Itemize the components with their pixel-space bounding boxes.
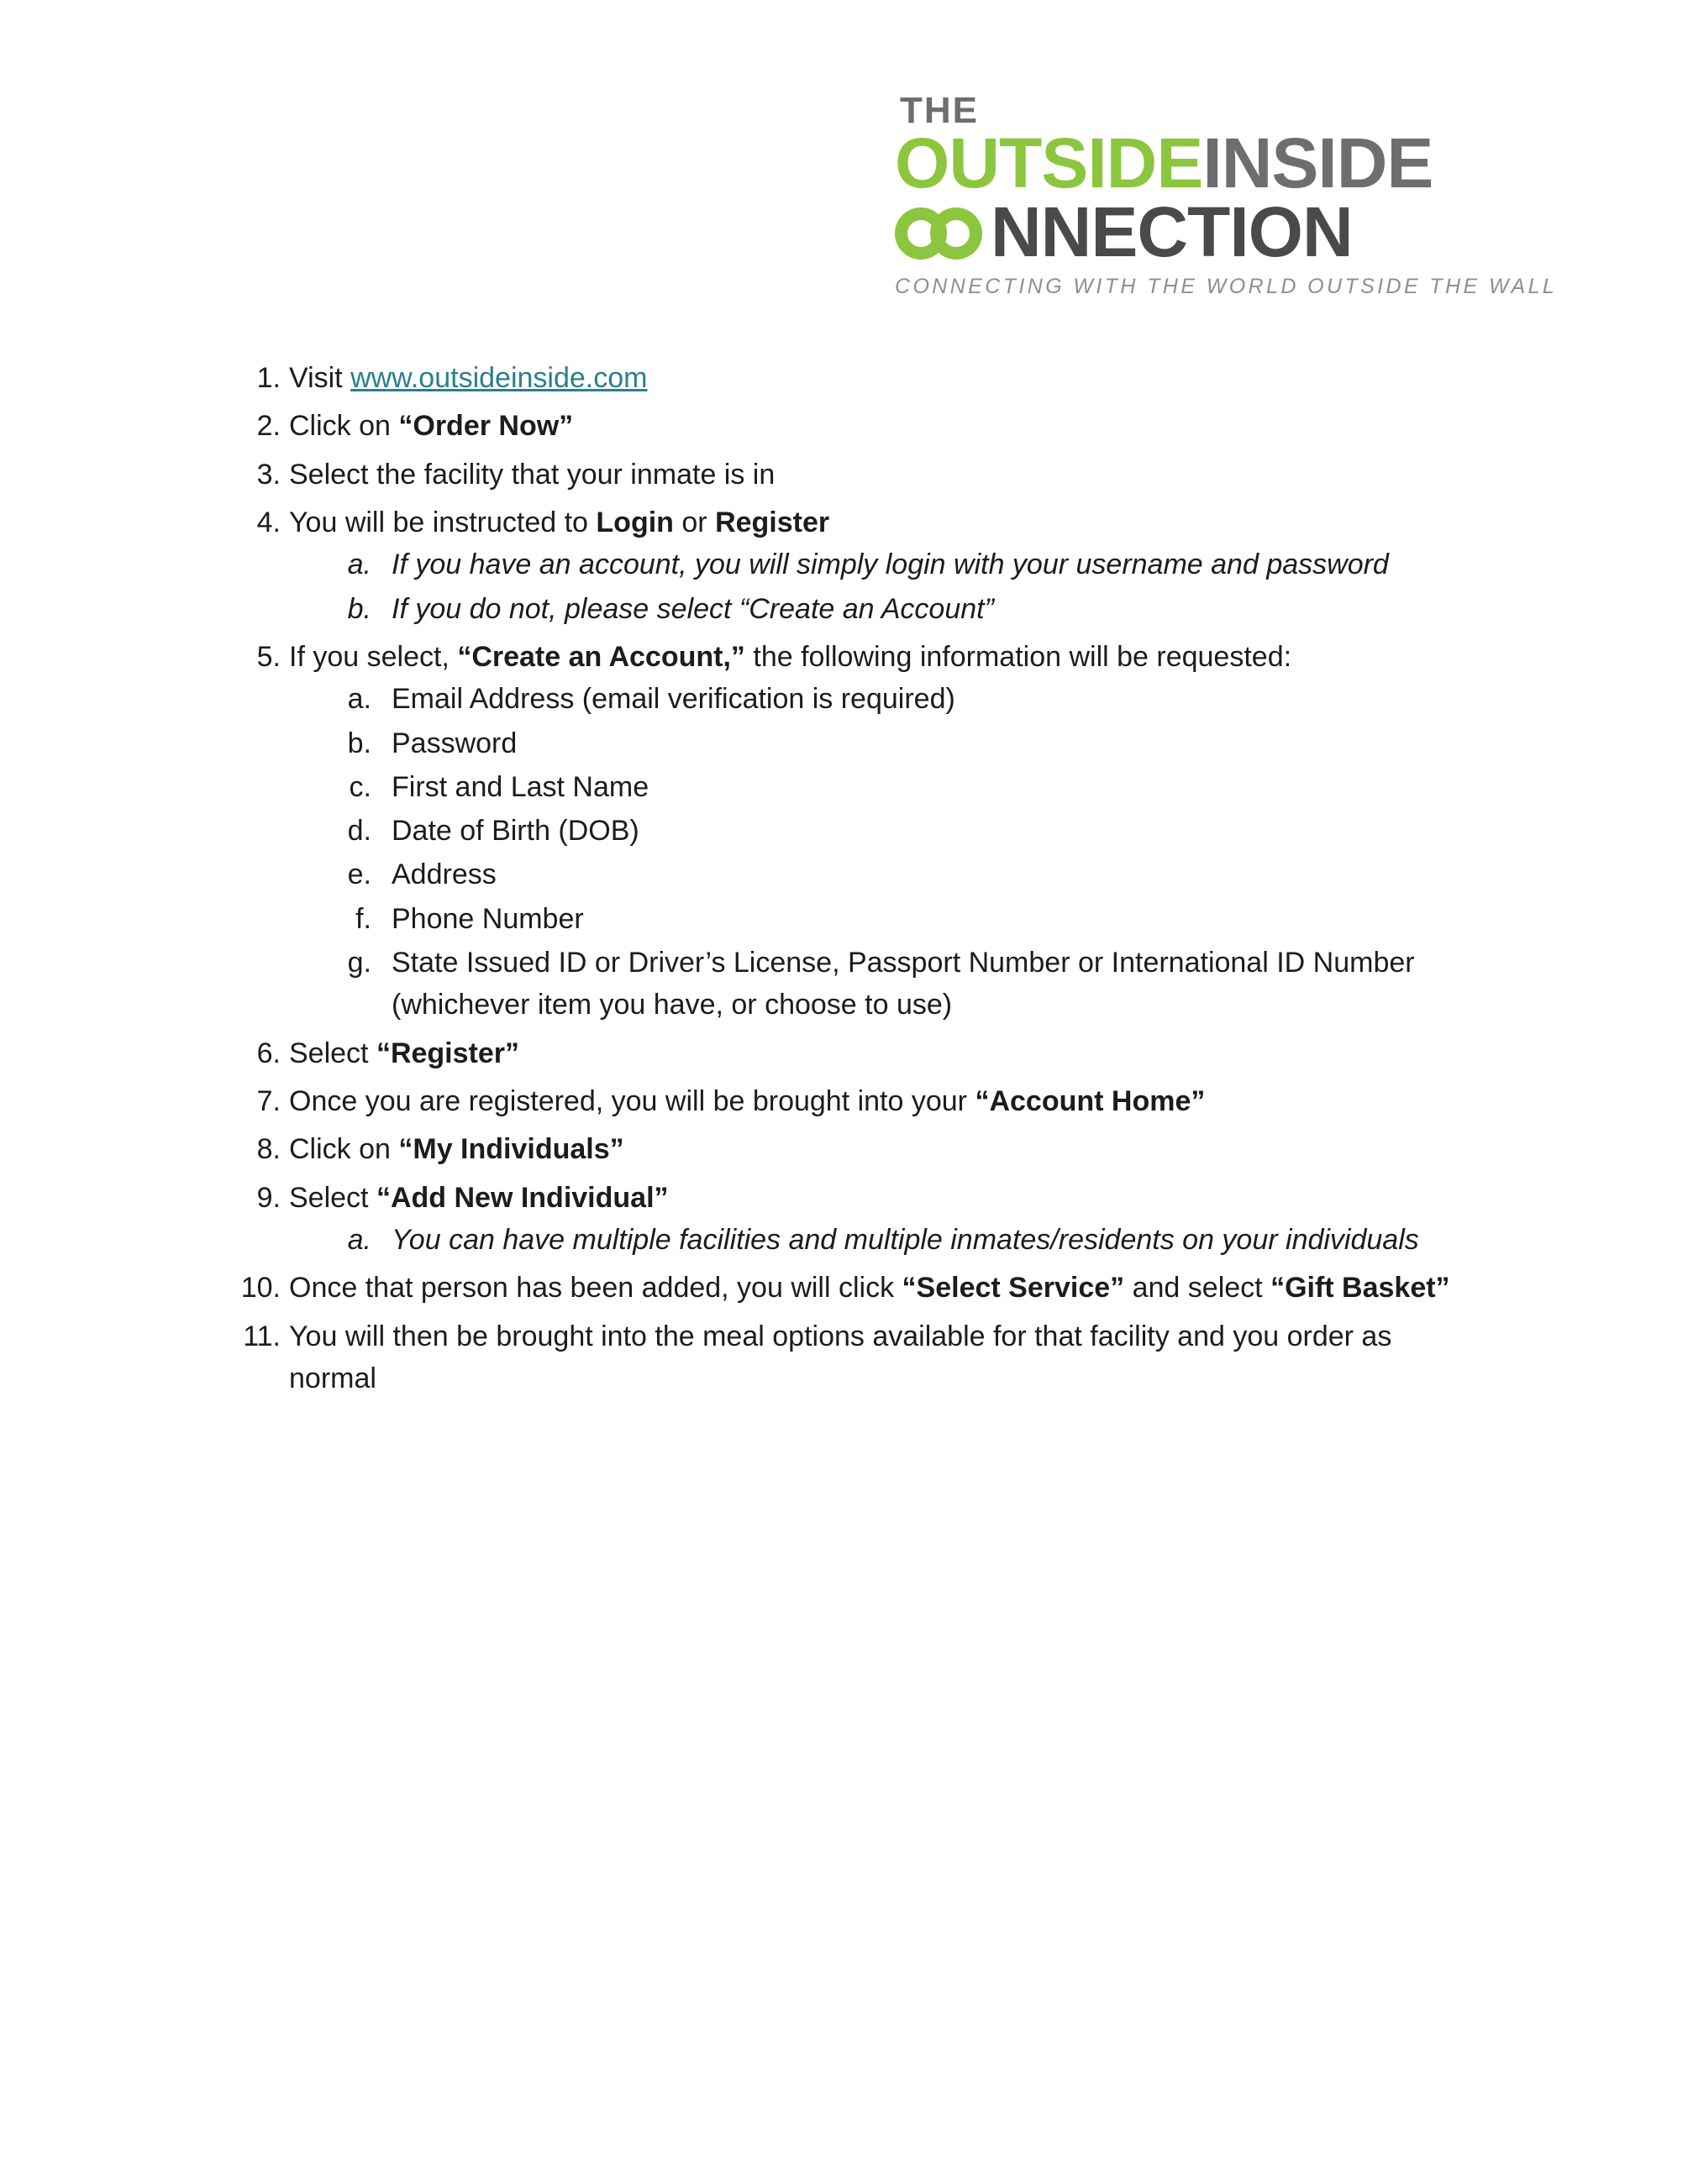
list-item	[237, 1080, 1480, 1122]
logo-inside-text: INSIDE	[1202, 123, 1433, 202]
logo-outside-text: OUTSIDE	[895, 123, 1203, 202]
step-4-conjunction: or	[673, 506, 716, 538]
list-item	[336, 853, 1480, 895]
list-marker: d.	[347, 815, 371, 848]
list-marker: c.	[349, 770, 371, 803]
sub-step-5c-text: First and Last Name	[392, 770, 649, 803]
step-text-4	[289, 507, 829, 538]
sub-step-5b-text: Password	[392, 727, 518, 759]
step-4-register-label: Register	[715, 506, 830, 538]
list-marker: 2.	[256, 410, 281, 443]
logo-connection-text: NNECTION	[991, 192, 1353, 271]
step-text-7	[289, 1085, 1205, 1117]
list-item	[336, 898, 1480, 940]
list-item	[336, 543, 1480, 585]
list-item	[237, 636, 1480, 1026]
sub-step-4b-text: If you do not, please select “Create an Account”	[392, 592, 994, 625]
list-item	[237, 501, 1480, 630]
sub-step-9a-text: You can have multiple facilities and multiple inmates/residents on your individuals	[392, 1223, 1419, 1256]
step-4-login-label: Login	[596, 506, 674, 538]
logo-secondary-line	[895, 192, 1466, 271]
list-item	[336, 588, 1480, 630]
list-item	[237, 1177, 1480, 1262]
step-2-prefix: Click on	[289, 410, 399, 443]
list-marker: 11.	[243, 1320, 281, 1352]
logo-the-text: THE	[900, 90, 979, 131]
step-5-suffix: the following information will be requested:	[744, 640, 1292, 673]
step-4-prefix: You will be instructed to	[289, 506, 597, 538]
step-10-gift-basket-label: “Gift Basket”	[1270, 1272, 1450, 1305]
list-marker: 3.	[256, 458, 281, 491]
list-item	[237, 1128, 1480, 1170]
company-logo	[895, 90, 1558, 299]
list-marker: 1.	[256, 362, 281, 394]
sub-step-5f-text: Phone Number	[392, 902, 584, 935]
list-marker: a.	[347, 549, 371, 581]
step-6-emphasis: “Register”	[376, 1037, 520, 1069]
step-6-prefix: Select	[289, 1037, 376, 1069]
list-item	[237, 1267, 1480, 1309]
step-text-8	[289, 1133, 624, 1165]
step-text-10	[289, 1272, 1450, 1304]
step-9-prefix: Select	[289, 1181, 376, 1214]
list-marker: 7.	[256, 1085, 281, 1117]
step-5-prefix: If you select,	[289, 640, 458, 673]
instructions-body	[237, 357, 1480, 1405]
sub-step-4a-text: If you have an account, you will simply login with your username and password	[392, 549, 1389, 581]
list-item	[237, 357, 1480, 399]
steps-list	[237, 357, 1480, 1399]
step-9-emphasis: “Add New Individual”	[376, 1181, 669, 1214]
list-marker: e.	[347, 858, 371, 891]
logo-tagline: CONNECTING WITH THE WORLD OUTSIDE THE WALL	[895, 274, 1558, 298]
list-item	[336, 810, 1480, 852]
outsideinside-website-link[interactable]: www.outsideinside.com	[350, 362, 648, 394]
list-marker: 6.	[256, 1037, 281, 1069]
step-text-2	[289, 410, 573, 442]
list-item	[237, 1315, 1480, 1400]
step-text-5	[289, 641, 1291, 673]
step-2-emphasis: “Order Now”	[398, 410, 574, 443]
sub-step-5e-text: Address	[392, 858, 497, 891]
sub-step-5a-text: Email Address (email verification is required)	[392, 683, 955, 716]
list-marker: 8.	[256, 1133, 281, 1166]
sub-step-5g-text: State Issued ID or Driver’s License, Passport Number or International ID Number (whichever item you have, or choose to use)	[392, 947, 1415, 1021]
list-item	[336, 942, 1480, 1026]
list-marker: b.	[347, 727, 371, 759]
sub-step-5d-text: Date of Birth (DOB)	[392, 815, 639, 848]
list-marker: 5.	[256, 640, 281, 673]
list-item	[336, 722, 1480, 764]
step-text-9	[289, 1182, 669, 1214]
list-item	[336, 766, 1480, 808]
step-10-select-service-label: “Select Service”	[902, 1272, 1125, 1305]
sub-steps-list-5	[289, 678, 1480, 1026]
list-marker: f.	[355, 902, 371, 935]
step-text-6	[289, 1037, 519, 1069]
list-marker: 10.	[240, 1272, 281, 1305]
step-text-3: Select the facility that your inmate is in	[289, 458, 776, 491]
list-item	[237, 405, 1480, 447]
list-marker: a.	[347, 683, 371, 716]
list-marker: 4.	[256, 506, 281, 538]
step-8-emphasis: “My Individuals”	[398, 1133, 624, 1166]
step-8-prefix: Click on	[289, 1133, 399, 1166]
sub-steps-list-9	[289, 1219, 1480, 1261]
step-10-prefix: Once that person has been added, you will click	[289, 1272, 902, 1305]
step-1-prefix: Visit	[289, 362, 351, 394]
step-7-prefix: Once you are registered, you will be brought into your	[289, 1085, 975, 1117]
step-text-1	[289, 362, 647, 394]
sub-steps-list-4	[289, 543, 1480, 630]
infinity-rings-icon	[895, 201, 989, 263]
list-marker: b.	[347, 592, 371, 625]
step-text-11: You will then be brought into the meal options available for that facility and you order as normal	[289, 1320, 1392, 1394]
list-item	[237, 1032, 1480, 1074]
list-item	[336, 1219, 1480, 1261]
list-item	[237, 454, 1480, 496]
step-7-emphasis: “Account Home”	[975, 1085, 1206, 1117]
list-marker: a.	[347, 1223, 371, 1256]
list-marker: 9.	[256, 1181, 281, 1214]
list-item	[336, 678, 1480, 720]
step-5-emphasis: “Create an Account,”	[457, 640, 745, 673]
list-marker: g.	[347, 947, 371, 979]
step-10-conjunction: and select	[1124, 1272, 1271, 1305]
logo-primary-line	[895, 123, 1466, 202]
